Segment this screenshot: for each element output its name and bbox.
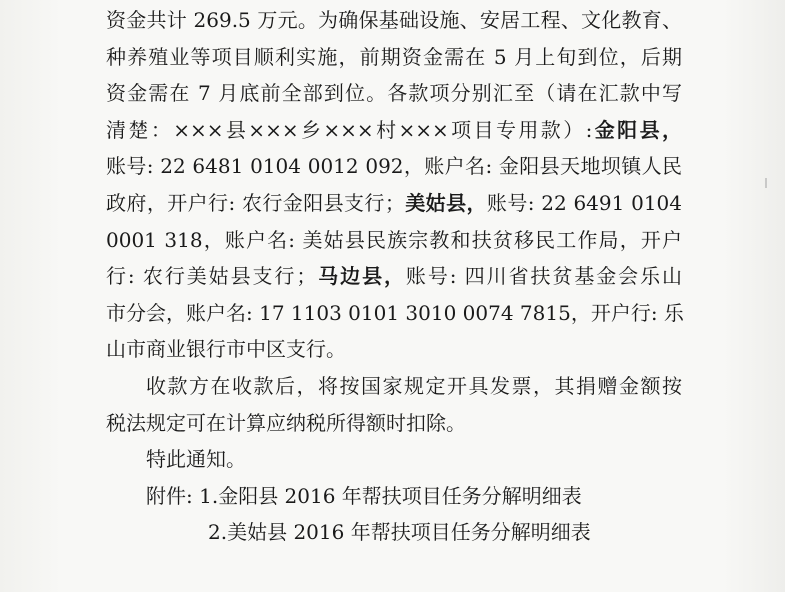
- paragraph-line: 种养殖业等项目顺利实施，前期资金需在 5 月上旬到位，后期: [106, 44, 682, 69]
- paragraph-line-text: 账号: 四川省扶贫基金会乐山: [405, 264, 682, 289]
- county-name-mabian: 马边县，: [316, 264, 406, 289]
- paragraph-line: 市分会，账户名: 17 1103 0101 3010 0074 7815，开户行: 乐: [106, 300, 684, 325]
- paragraph-line: 山市商业银行市中区支行。: [106, 337, 346, 362]
- paragraph-line: [106, 258, 682, 295]
- paragraph-line: 账号: 22 6481 0104 0012 092，账户名: 金阳县天地坝镇人民: [106, 154, 682, 179]
- paragraph-line: 0001 318，账户名: 美姑县民族宗教和扶贫移民工作局，开户: [106, 227, 682, 252]
- paragraph-line: 收款方在收款后，将按国家规定开具发票，其捐赠金额按: [146, 373, 682, 398]
- attachment-line: [106, 514, 682, 551]
- closing-line: 特此通知。: [146, 447, 246, 472]
- attachment-item: 2.美姑县 2016 年帮扶项目任务分解明细表: [208, 520, 591, 545]
- paragraph-line-text: 行: 农行美姑县支行；: [106, 264, 317, 289]
- paragraph-line: 资金共计 269.5 万元。为确保基础设施、安居工程、文化教育、: [106, 8, 682, 32]
- scan-mark: [765, 178, 767, 188]
- attachment-line: [106, 478, 682, 515]
- paragraph-line: [106, 185, 682, 222]
- county-name-jinyang: 金阳县，: [592, 117, 682, 142]
- paragraph-line-text: 账号: 22 6491 0104: [486, 190, 683, 215]
- paragraph-line-text: 清楚：×××县×××乡×××村×××项目专用款）:: [106, 117, 593, 142]
- county-name-meigu: 美姑县，: [404, 190, 487, 215]
- document-body: [106, 2, 682, 551]
- paragraph-line: [106, 112, 682, 149]
- paragraph-line: 税法规定可在计算应纳税所得额时扣除。: [106, 410, 466, 435]
- attachment-label: 附件:: [146, 483, 193, 508]
- attachment-item: 1.金阳县 2016 年帮扶项目任务分解明细表: [199, 483, 582, 508]
- paragraph-line-text: 政府，开户行: 农行金阳县支行；: [106, 190, 405, 215]
- paragraph-line: 资金需在 7 月底前全部到位。各款项分别汇至（请在汇款中写: [106, 81, 682, 106]
